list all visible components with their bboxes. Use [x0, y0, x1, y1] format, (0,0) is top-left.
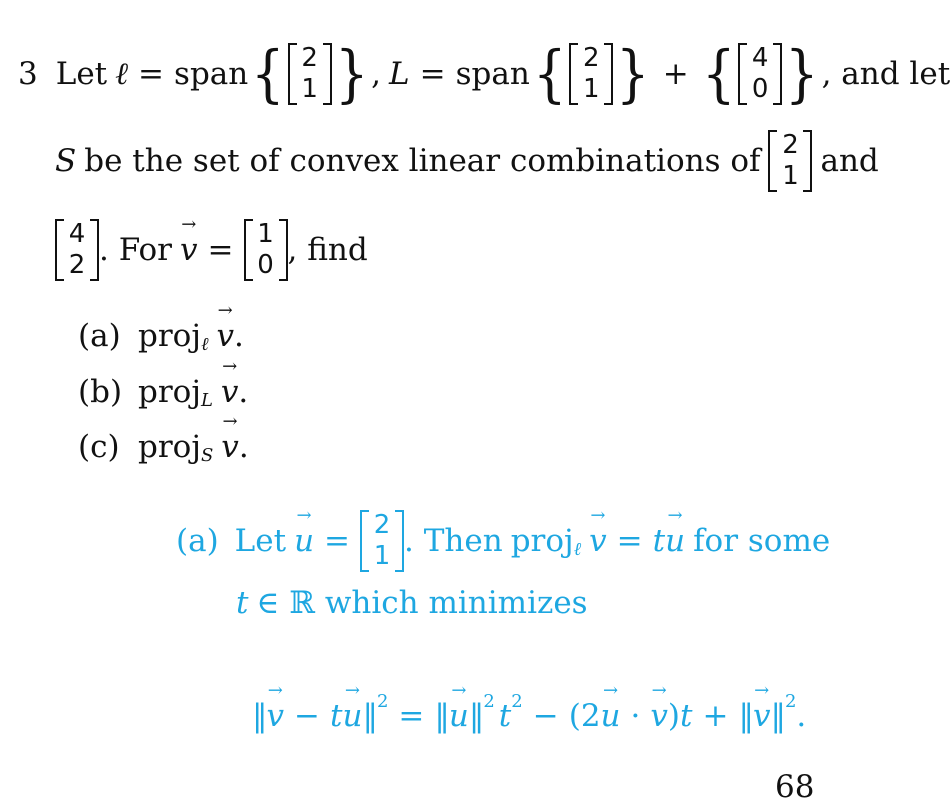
vector-4-2	[55, 219, 99, 281]
part-b	[78, 374, 248, 410]
proj-word: proj	[138, 428, 201, 465]
for-text: . For	[99, 231, 173, 268]
vector-entry: 0	[257, 250, 274, 280]
ell-symbol: ℓ	[115, 55, 129, 92]
vector-entry: 2	[68, 250, 86, 280]
coefficient: 2	[580, 697, 601, 734]
proj-word: proj	[138, 317, 201, 354]
right-brace: }	[785, 37, 819, 110]
solution-label: (a)	[176, 522, 219, 559]
u-vector-symbol: → u	[601, 701, 621, 732]
dot-operator: ·	[630, 697, 641, 734]
vector-entry: 2	[301, 43, 318, 73]
u-vector-symbol: → u	[665, 526, 685, 557]
exponent: 2	[483, 691, 495, 712]
comma: ,	[371, 55, 381, 92]
v-vector-symbol: → v	[221, 377, 239, 408]
vector-entry: 1	[257, 219, 274, 249]
v-vector-symbol: → v	[216, 321, 234, 352]
equals-sign: =	[398, 697, 425, 734]
vector-1-0	[244, 219, 288, 281]
t-symbol: t	[652, 522, 666, 559]
right-brace: }	[334, 37, 369, 110]
u-vector-symbol: → u	[342, 701, 362, 732]
for-some-text: for some	[693, 522, 831, 559]
equals-sign: =	[324, 522, 351, 559]
let-word: Let	[55, 55, 108, 92]
vector-2-1	[288, 43, 332, 105]
left-brace: {	[701, 37, 736, 110]
problem-line-2	[55, 130, 879, 192]
t-symbol: t	[236, 584, 249, 621]
solution-line-2	[236, 585, 588, 621]
vector-entry: 1	[301, 74, 318, 104]
minus-sign: −	[294, 697, 320, 734]
left-brace: {	[251, 37, 285, 110]
period: .	[238, 373, 249, 410]
vector-entry: 2	[782, 130, 799, 160]
part-label: (a)	[78, 317, 121, 354]
period: .	[238, 428, 249, 465]
u-vector-symbol: → u	[294, 526, 314, 557]
S-symbol: S	[55, 142, 77, 179]
vector-4-0	[738, 43, 782, 105]
exponent: 2	[784, 691, 797, 712]
and-let-text: , and let	[821, 55, 950, 92]
period: .	[233, 317, 244, 354]
proj-word: proj	[510, 522, 574, 559]
problem-number: 3	[18, 55, 38, 92]
equals-sign: =	[207, 231, 234, 268]
v-vector-symbol: → v	[180, 235, 198, 266]
vector-2-1	[768, 130, 812, 192]
plus-sign: +	[662, 55, 689, 92]
part-c	[78, 429, 249, 465]
part-label: (c)	[78, 428, 120, 465]
t-symbol: t	[680, 697, 693, 734]
t-symbol: t	[498, 697, 512, 734]
v-vector-symbol: → v	[221, 432, 239, 463]
vector-entry: 2	[582, 43, 600, 73]
v-vector-symbol: → v	[267, 701, 285, 732]
convex-text: be the set of convex linear combinations of	[84, 142, 761, 179]
v-vector-symbol: → v	[589, 526, 607, 557]
right-brace: }	[616, 37, 650, 110]
part-a	[78, 318, 244, 354]
find-text: , find	[287, 231, 368, 268]
proj-word: proj	[138, 373, 201, 410]
in-R-text: ∈ ℝ which minimizes	[256, 584, 588, 621]
plus-sign: +	[702, 697, 729, 734]
vector-entry: 4	[751, 43, 769, 73]
v-vector-symbol: → v	[753, 701, 771, 732]
then-text: . Then	[404, 522, 503, 559]
equals-sign: =	[419, 55, 446, 92]
exponent: 2	[511, 691, 523, 712]
span-word: span	[174, 55, 249, 92]
proj-subscript: ℓ	[573, 539, 582, 560]
vector-2-1	[360, 510, 404, 572]
vector-2-1	[569, 43, 613, 105]
problem-line-1	[18, 37, 950, 110]
page-number: 68	[775, 769, 815, 805]
v-vector-symbol: → v	[650, 701, 668, 732]
equals-sign: =	[616, 522, 643, 559]
problem-line-3	[55, 219, 368, 281]
proj-subscript: ℓ	[200, 334, 209, 355]
t-symbol: t	[330, 697, 343, 734]
vector-entry: 2	[373, 510, 391, 540]
equals-sign: =	[138, 55, 165, 92]
u-vector-symbol: → u	[449, 701, 469, 732]
left-brace: {	[532, 37, 567, 110]
proj-subscript: L	[200, 390, 213, 411]
vector-entry: 1	[782, 161, 799, 191]
vector-entry: 4	[68, 219, 86, 249]
solution-line-1	[176, 510, 830, 572]
and-word: and	[820, 142, 879, 179]
minimization-equation: ‖ → v − t → u ‖ 2 = ‖ → u ‖ 2 t 2 − ( 2 → u · → v ) t + ‖ → v ‖ 2 .	[252, 696, 806, 736]
proj-subscript: S	[200, 445, 214, 466]
vector-entry: 0	[751, 74, 769, 104]
exponent: 2	[376, 691, 389, 712]
let-word: Let	[234, 522, 287, 559]
part-label: (b)	[78, 373, 123, 410]
L-symbol: L	[389, 55, 410, 92]
vector-entry: 1	[373, 541, 391, 571]
span-word: span	[455, 55, 530, 92]
minus-sign: −	[532, 697, 559, 734]
period: .	[796, 697, 807, 734]
vector-entry: 1	[582, 74, 600, 104]
